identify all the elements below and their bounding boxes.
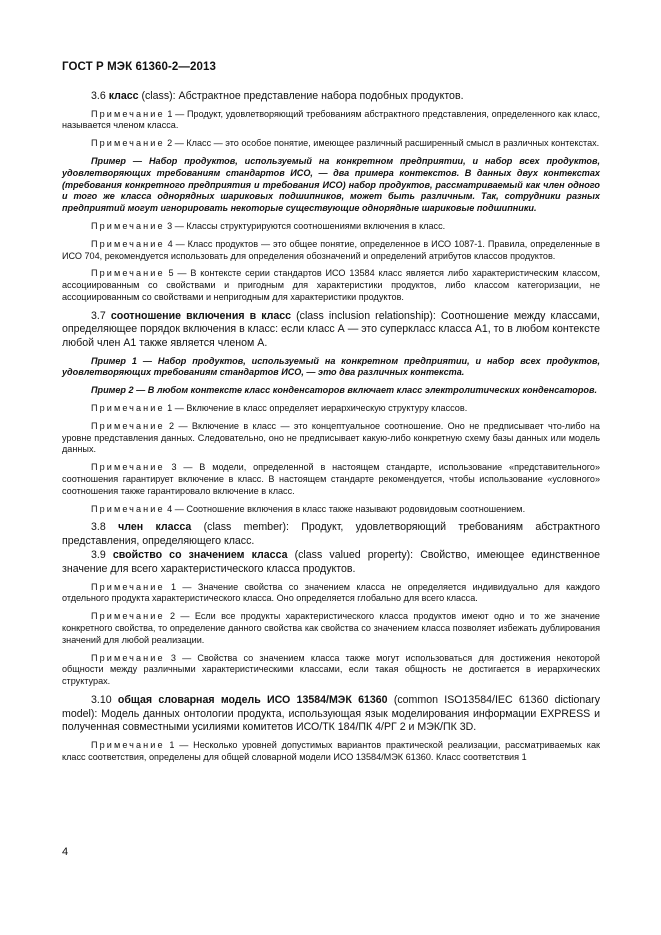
definition-3-8 bbox=[62, 521, 600, 548]
note-text: 1 — Значение свойства со значением класса не определяется индивидуально для каждого отдельного продукта характеристического класса. Оно определяется глобально для всего класса. bbox=[62, 581, 600, 604]
document-body bbox=[62, 90, 600, 769]
note-label: Примечание bbox=[91, 402, 165, 413]
note-text: 2 — Включение в класс — это концептуальное соотношение. Оно не предписывает что-либо на уровне представления данных. Следовательно, оно не предписывает какую-либо конкретную схему базы данных или модель данных. bbox=[62, 420, 600, 455]
term: член класса bbox=[118, 521, 192, 534]
note-text: 4 — Класс продуктов — это общее понятие, определенное в ИСО 1087-1. Правила, определенные в ИСО 704, рекомендуется использовать для определения обозначений и определений атрибутов классов продуктов. bbox=[62, 238, 600, 261]
definition-text: (class member): Продукт, удовлетворяющий требованиям абстрактного представления, определяющего класс. bbox=[62, 521, 600, 547]
definition-text: (class): Абстрактное представление набора подобных продуктов. bbox=[138, 90, 464, 102]
definition-text: (class valued property): Свойство, имеющее единственное значение для всего характеристического класса продуктов. bbox=[62, 549, 600, 576]
note bbox=[62, 462, 600, 497]
page-number: 4 bbox=[62, 846, 69, 858]
example: Пример 2 — В любом контексте класс конденсаторов включает класс электролитических конденсаторов. bbox=[91, 385, 597, 396]
note-text: 1 — Несколько уровней допустимых вариантов практической реализации, рассматриваемых как класс соответствия, определены для общей словарной модели ИСО 13584/МЭК 61360. Класс соответствия 1 bbox=[62, 739, 600, 762]
note bbox=[62, 653, 600, 688]
definition-3-6 bbox=[62, 90, 600, 104]
note-text: 3 — Классы структурируются соотношениями включения в класс. bbox=[164, 220, 446, 231]
note-label: Примечание bbox=[91, 611, 165, 622]
note-text: 2 — Класс — это особое понятие, имеющее различный расширенный смысл в различных контекстах. bbox=[164, 138, 600, 149]
note bbox=[62, 740, 600, 764]
note-text: 2 — Если все продукты характеристического класса продуктов имеют одно и то же значение конкретного свойства, то определение данного свойства как свойства со значением класса позволяет избежать дублирования значений для любой реализации. bbox=[62, 611, 600, 645]
note-text: 1 — Включение в класс определяет иерархическую структуру классов. bbox=[164, 402, 468, 413]
definition-text: (common ISO13584/IEC 61360 dictionary model): Модель данных онтологии продукта, использующая язык моделирования информации EXPRESS и полученная совместными усилиями комитетов ИСО/ТК 184/ПК 4/РГ 2 и МЭК/ПК 3D. bbox=[62, 694, 600, 734]
term: класс bbox=[108, 90, 139, 102]
note-label: Примечание bbox=[91, 420, 165, 431]
note-label: Примечание bbox=[91, 581, 165, 592]
document-header: ГОСТ Р МЭК 61360-2—2013 bbox=[62, 61, 216, 73]
note-label: Примечание bbox=[91, 739, 165, 750]
note bbox=[62, 403, 600, 415]
note bbox=[62, 504, 600, 516]
note-text: 4 — Соотношение включения в класс также называют родовидовым соотношением. bbox=[164, 503, 526, 514]
note bbox=[62, 611, 600, 646]
term: свойство со значением класса bbox=[112, 549, 288, 562]
definition-3-10 bbox=[62, 694, 600, 735]
clause-number: 3.6 bbox=[91, 90, 106, 102]
note bbox=[62, 221, 600, 233]
note-label: Примечание bbox=[91, 238, 165, 249]
clause-number: 3.9 bbox=[91, 549, 106, 562]
note-label: Примечание bbox=[91, 268, 165, 279]
note-label: Примечание bbox=[91, 503, 165, 514]
clause-number: 3.8 bbox=[91, 521, 106, 534]
note-label: Примечание bbox=[91, 108, 165, 119]
term: общая словарная модель ИСО 13584/МЭК 61360 bbox=[117, 694, 388, 707]
note-text: 3 — Свойства со значением класса также могут использоваться для достижения некоторой общности между различными характеристическими классами, если такая общность не достигается в иерархических структурах. bbox=[62, 652, 600, 687]
note bbox=[62, 582, 600, 606]
example: Пример 1 — Набор продуктов, используемый на конкретном предприятии, и набор всех продуктов, удовлетворяющих требованиям стандартов ИСО, — это два различных контекста. bbox=[62, 355, 600, 378]
note-label: Примечание bbox=[91, 652, 165, 663]
note-text: 3 — В модели, определенной в настоящем стандарте, использование «представительного» соотношения гарантирует включение в класс. В настоящем стандарте рекомендуется, чтобы использование «условного» соотношения также гарантировало включение в класс. bbox=[62, 462, 600, 496]
note-label: Примечание bbox=[91, 138, 165, 149]
definition-3-9 bbox=[62, 549, 600, 576]
clause-number: 3.7 bbox=[91, 309, 106, 322]
definition-3-7 bbox=[62, 310, 600, 351]
note-label: Примечание bbox=[91, 220, 165, 231]
definition-text: (class inclusion relationship): Соотношение между классами, определяющее порядок включения в класс: если класс А — это суперкласс класса А1, то в любом контексте любой член А1 также является членом А. bbox=[62, 309, 600, 349]
note-text: 5 — В контексте серии стандартов ИСО 13584 класс является либо характеристическим классом, ассоциированным со свойствами и пригодным для характеристики продуктов, либо классом категоризации, не ассоциированным со свойствами и непригодным для характеристики продуктов. bbox=[62, 268, 600, 302]
note bbox=[62, 138, 600, 150]
example: Пример — Набор продуктов, используемый на конкретном предприятии, и набор всех продуктов, удовлетворяющих требованиям стандартов ИСО, — два примера контекстов. В данных двух контекстах (требования конкретного предприятия и требования ИСО) набор продуктов, рассматриваемый как член одного и того же класса однорядных шариковых подшипников, может быть различным. Так, сотрудники разных предприятий могут игнорировать некоторые существующие однорядные шариковые подшипники. bbox=[62, 155, 600, 214]
note bbox=[62, 268, 600, 303]
note bbox=[62, 421, 600, 456]
clause-number: 3.10 bbox=[91, 694, 112, 707]
note-label: Примечание bbox=[91, 462, 165, 473]
term: соотношение включения в класс bbox=[110, 309, 292, 322]
note-text: 1 — Продукт, удовлетворяющий требованиям абстрактного представления, определенного как класс, называется членом класса. bbox=[62, 108, 600, 131]
note bbox=[62, 239, 600, 263]
note bbox=[62, 109, 600, 133]
